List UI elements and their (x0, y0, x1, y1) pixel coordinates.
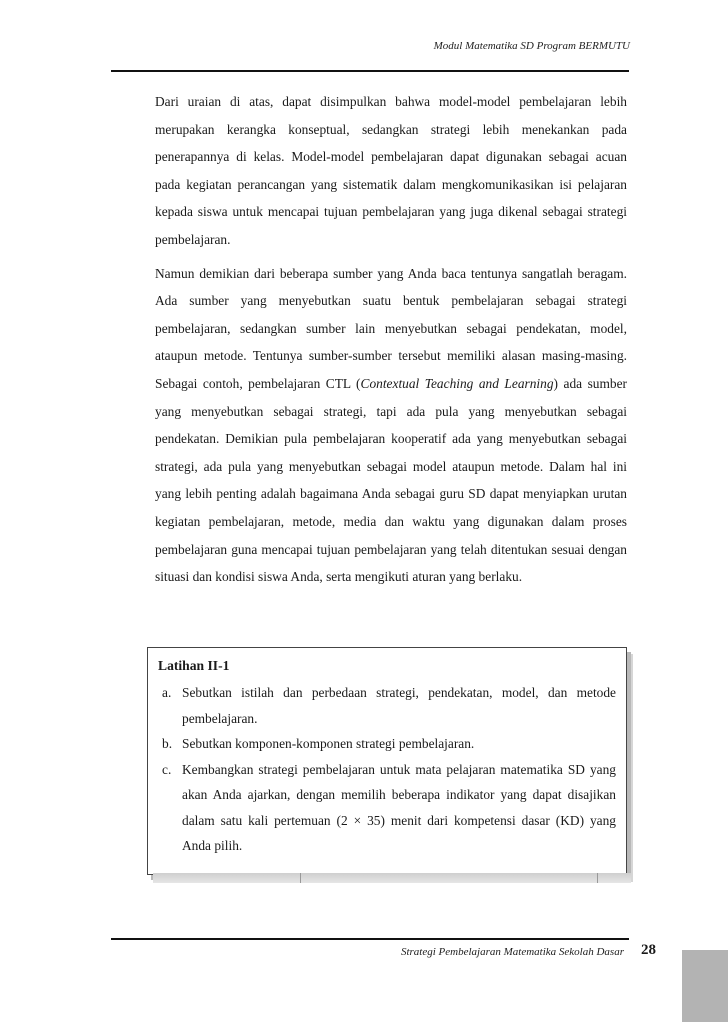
page-number: 28 (641, 942, 656, 958)
running-footer: Strategi Pembelajaran Matematika Sekolah Dasar (400, 946, 624, 958)
ctl-term: Contextual Teaching and Learning (360, 375, 554, 391)
item-text: Sebutkan istilah dan perbedaan strategi, pendekatan, model, dan metode pembelajaran. (182, 685, 616, 726)
paragraph-2-part-1: Namun demikian dari beberapa sumber yang Anda baca tentunya sangatlah beragam. Ada sumber yang menyebutkan suatu bentuk pembelajaran sebagai strategi pembelajaran, sedangkan sumber lain menyebutkan sebagai pendekatan, model, ataupun metode. Tentunya sumber-sumber tersebut memiliki alasan masing-masing. Sebagai contoh, pembelajaran CTL ( (155, 265, 627, 391)
paragraph-2-part-2: ) ada sumber yang menyebutkan sebagai strategi, tapi ada pula yang menyebutkan sebagai pendekatan. Demikian pula pembelajaran kooperatif ada yang menyebutkan sebagai strategi, ada pula yang menyebutkan sebagai model ataupun metode. Dalam hal ini yang lebih penting adalah bagaimana Anda sebagai guru SD dapat menyiapkan urutan kegiatan pembelajaran, metode, media dan waktu yang digunakan dalam proses pembelajaran guna mencapai tujuan pembelajaran yang telah ditentukan sesuai dengan situasi dan kondisi siswa Anda, serta mengikuti aturan yang berlaku. (155, 375, 627, 585)
exercise-item-a (162, 680, 616, 731)
exercise-list (162, 680, 616, 859)
item-marker: a. (162, 685, 172, 700)
item-text: Kembangkan strategi pembelajaran untuk mata pelajaran matematika SD yang akan Anda ajarkan, dengan memilih beberapa indikator yang dapat disajikan dalam satu kali pertemuan (2 × 35) menit dari kompetensi dasar (KD) yang Anda pilih. (182, 761, 616, 853)
item-text: Sebutkan komponen-komponen strategi pembelajaran. (182, 736, 475, 751)
exercise-box (147, 647, 627, 875)
page-tab-marker (682, 950, 728, 1022)
paragraph-1: Dari uraian di atas, dapat disimpulkan bahwa model-model pembelajaran lebih merupakan kerangka konseptual, sedangkan strategi lebih menekankan pada penerapannya di kelas. Model-model pembelajaran dapat digunakan sebagai acuan pada kegiatan perancangan yang sistematik dalam mengkomunikasikan isi pelajaran kepada siswa untuk mencapai tujuan pembelajaran yang juga dikenal sebagai strategi pembelajaran. (155, 94, 627, 247)
exercise-title: Latihan II-1 (158, 658, 230, 673)
shadow-divider (300, 873, 301, 883)
shadow-divider (597, 873, 598, 883)
item-marker: c. (162, 761, 172, 777)
running-header: Modul Matematika SD Program BERMUTU (433, 40, 630, 52)
header-rule (111, 70, 629, 72)
main-text (155, 88, 627, 591)
item-marker: b. (162, 736, 173, 751)
exercise-item-b (162, 731, 616, 757)
footer-rule (111, 938, 629, 940)
box-shadow-band (153, 873, 631, 883)
paragraph-2 (155, 260, 627, 591)
exercise-item-c (162, 757, 616, 859)
